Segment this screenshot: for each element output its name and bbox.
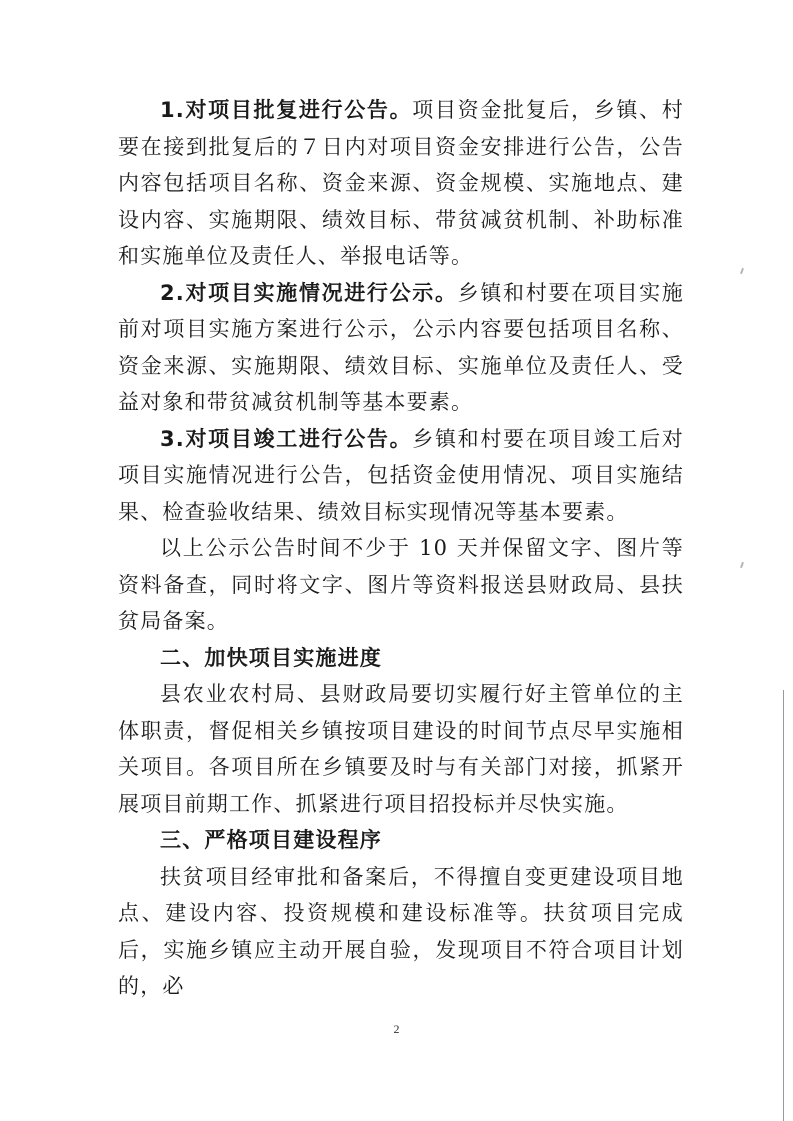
paragraph-lead: 3.对项目竣工进行公告。: [160, 426, 413, 451]
section-heading-strict-procedure: 三、严格项目建设程序: [160, 828, 382, 852]
paragraph-text: 项目资金批复后，乡镇、村要在接到批复后的７日内对项目资金安排进行公告，公告内容包括项目名称、资金来源、资金规模、实施地点、建设内容、实施期限、绩效目标、带贫减贫机制、补助标准和实施单位及责任人、举报电话等。: [118, 98, 684, 268]
page-number: 2: [393, 1022, 400, 1036]
paragraph-accelerate-progress: [118, 676, 684, 822]
paragraph-text: 县农业农村局、县财政局要切实履行好主管单位的主体职责，督促相关乡镇按项目建设的时间节点尽早实施相关项目。各项目所在乡镇要及时与有关部门对接，抓紧开展项目前期工作、抓紧进行项目招投标并尽快实施。: [118, 682, 684, 816]
paragraph-publicity-duration: [118, 530, 684, 640]
scan-speck: [740, 562, 744, 568]
document-body: [118, 92, 684, 1005]
paragraph-strict-procedure: [118, 859, 684, 1005]
paragraph-completion-notice: [118, 421, 684, 531]
paragraph-text: 以上公示公告时间不少于 10 天并保留文字、图片等资料备查，同时将文字、图片等资料报送县财政局、县扶贫局备案。: [118, 536, 684, 633]
paragraph-text: 扶贫项目经审批和备案后，不得擅自变更建设项目地点、建设内容、投资规模和建设标准等。扶贫项目完成后，实施乡镇应主动开展自验，发现项目不符合项目计划的，必: [118, 864, 684, 998]
paragraph-project-approval-notice: [118, 92, 684, 275]
scan-edge-line: [783, 690, 784, 1121]
section-heading-accelerate-progress: 二、加快项目实施进度: [160, 645, 382, 670]
paragraph-lead: 1.对项目批复进行公告。: [160, 98, 413, 122]
paragraph-text: 乡镇和村要在项目实施前对项目实施方案进行公示，公示内容要包括项目名称、资金来源、实施期限、绩效目标、实施单位及责任人、受益对象和带贫减贫机制等基本要素。: [118, 280, 685, 414]
paragraph-lead: 2.对项目实施情况进行公示。: [160, 280, 458, 305]
paragraph-text: 乡镇和村要在项目竣工后对项目实施情况进行公告，包括资金使用情况、项目实施结果、检查验收结果、绩效目标实现情况等基本要素。: [118, 426, 684, 524]
scan-speck: [740, 268, 744, 274]
paragraph-implementation-publicity: [118, 275, 684, 421]
